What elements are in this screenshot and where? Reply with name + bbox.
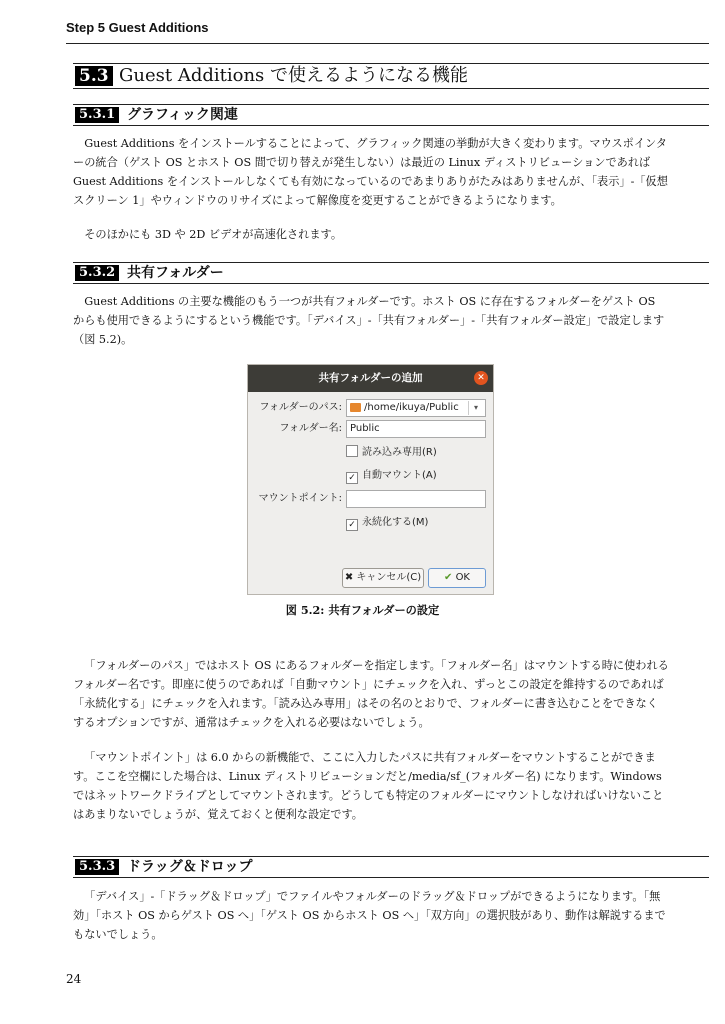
ok-label: OK xyxy=(455,572,470,583)
subsection-title: グラフィック関連 xyxy=(127,107,238,123)
paragraph: Guest Additions の主要な機能のもう一つが共有フォルダーです。ホスト OS に存在するフォルダーをゲスト OS からも使用できるようにするという機能です。「デバイス」-「共有フォルダー」-「共有フォルダー設定」で設定します（図 5.2)。 xyxy=(73,295,665,346)
folder-name-input[interactable]: Public xyxy=(346,420,486,438)
auto-mount-label: 自動マウント(A) xyxy=(362,470,437,481)
subsection-title: 共有フォルダー xyxy=(127,265,224,281)
subsection-heading-graphics xyxy=(73,104,709,126)
ok-button[interactable] xyxy=(428,568,486,588)
folder-name-label: フォルダー名: xyxy=(279,423,342,434)
folder-path-combo[interactable] xyxy=(346,399,486,417)
section-heading xyxy=(73,63,709,89)
mount-point-label: マウントポイント: xyxy=(258,493,342,504)
section-number: 5.3 xyxy=(75,66,113,86)
subsection-number: 5.3.1 xyxy=(75,107,119,123)
figure-caption: 図 5.2: 共有フォルダーの設定 xyxy=(285,603,440,617)
ok-icon: ✔ xyxy=(443,572,453,583)
subsection-number: 5.3.3 xyxy=(75,859,119,875)
page-number: 24 xyxy=(66,972,82,986)
close-icon[interactable]: ✕ xyxy=(474,371,488,385)
add-shared-folder-dialog xyxy=(247,364,494,595)
section-title: Guest Additions で使えるようになる機能 xyxy=(119,65,468,86)
subsection-title: ドラッグ＆ドロップ xyxy=(127,859,253,875)
paragraph: 「マウントポイント」は 6.0 からの新機能で、ここに入力したパスに共有フォルダーをマウントすることができます。ここを空欄にした場合は、Linux ディストリビューションだと/media/sf_(フォルダー名) になります。Windows ではネットワークドライブとしてマウントされます。どうしても特定のフォルダーにマウントしなければいけないことはあまりないでしょうが、覚えておくと便利な設定です。 xyxy=(73,751,664,821)
folder-icon xyxy=(350,403,361,412)
header-rule xyxy=(66,43,709,44)
subsection-number: 5.3.2 xyxy=(75,265,119,281)
check-icon[interactable]: ✓ xyxy=(346,472,358,484)
running-head: Step 5 Guest Additions xyxy=(66,20,209,35)
read-only-checkbox[interactable] xyxy=(346,445,437,460)
folder-path-value: /home/ikuya/Public xyxy=(364,402,459,413)
permanent-label: 永続化する(M) xyxy=(362,517,429,528)
auto-mount-checkbox[interactable] xyxy=(346,469,437,484)
subsection-heading-shared-folder xyxy=(73,262,709,284)
subsection-heading-drag-drop xyxy=(73,856,709,878)
checkbox-box[interactable] xyxy=(346,445,358,457)
paragraph: 「デバイス」-「ドラッグ＆ドロップ」でファイルやフォルダーのドラッグ＆ドロップができるようになります。「無効」「ホスト OS からゲスト OS へ」「ゲスト OS からホスト OS へ」「双方向」の選択肢があり、動作は解説するまでもないでしょう。 xyxy=(73,890,666,941)
permanent-checkbox[interactable] xyxy=(346,516,428,531)
cancel-button[interactable] xyxy=(342,568,424,588)
read-only-label: 読み込み専用(R) xyxy=(362,447,437,458)
paragraph: そのほかにも 3D や 2D ビデオが高速化されます。 xyxy=(84,228,343,241)
paragraph: Guest Additions をインストールすることによって、グラフィック関連の挙動が大きく変わります。マウスポインターの統合（ゲスト OS とホスト OS 間で切り替えが発生しない）は最近の Linux ディストリビューションであれば Guest Additions をインストールしなくても有効になっているのであまりありがたみはありませんが、「表示」-「仮想スクリーン 1」やウィンドウのリサイズによって解像度を変更することができるようになります。 xyxy=(73,137,668,207)
cancel-label: キャンセル(C) xyxy=(356,572,422,583)
mount-point-input[interactable] xyxy=(346,490,486,508)
check-icon[interactable]: ✓ xyxy=(346,519,358,531)
dialog-titlebar: 共有フォルダーの追加 xyxy=(248,365,493,392)
chevron-down-icon[interactable]: ▾ xyxy=(468,401,483,415)
paragraph: 「フォルダーのパス」ではホスト OS にあるフォルダーを指定します。「フォルダー名」はマウントする時に使われるフォルダー名です。即座に使うのであれば「自動マウント」にチェックを入れ、ずっとこの設定を維持するのであれば「永続化する」にチェックを入れます。「読み込み専用」はその名のとおりで、フォルダーに書き込むことをできなくするオプションですが、通常はチェックを入れる必要はないでしょう。 xyxy=(73,659,669,729)
cancel-icon: ✖ xyxy=(344,572,354,583)
folder-path-label: フォルダーのパス: xyxy=(259,402,342,413)
